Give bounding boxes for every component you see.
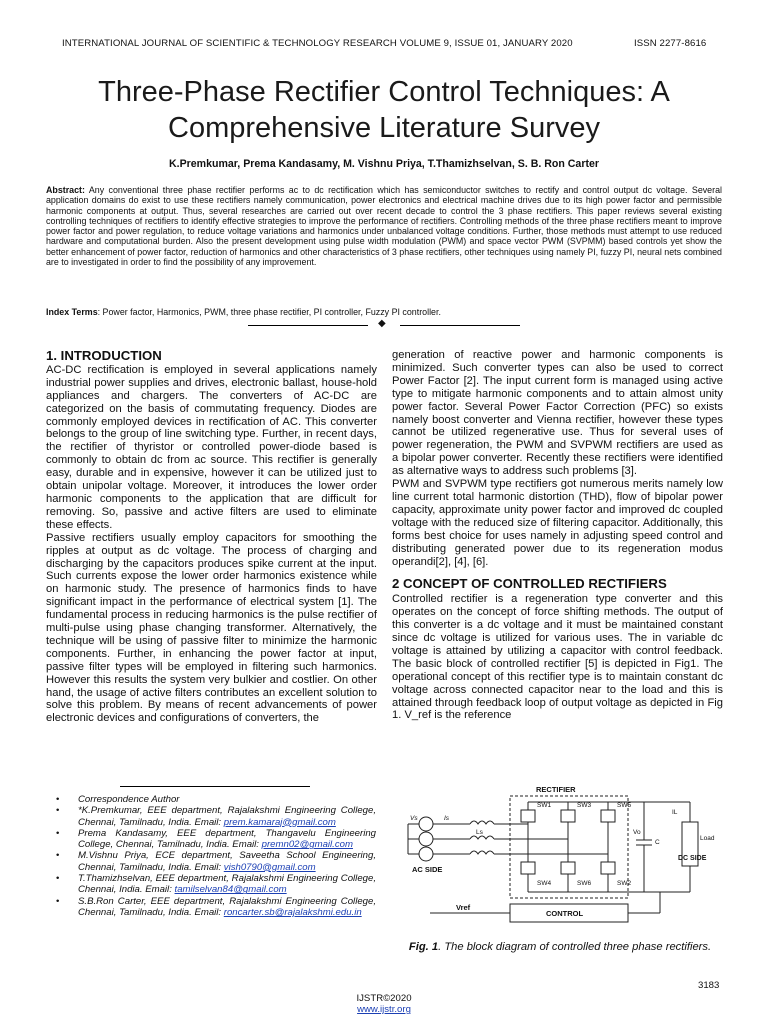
inductor-ls xyxy=(470,821,494,824)
footnote-item: • Prema Kandasamy, EEE department, Thangavelu Engineering College, Chennai, Tamilnadu, India. Email: premn02@gmail.com xyxy=(56,828,376,851)
footnote-rule xyxy=(120,786,310,787)
separator-left xyxy=(248,325,368,326)
figure-caption-text: . The block diagram of controlled three phase rectifiers. xyxy=(438,941,712,953)
abstract-text: Any conventional three phase rectifier performs ac to dc rectification which has semiconductor switches to rectify and control output dc voltage. Several application domains do exist to use these rectifiers namely communication, power electronics and electrical machine drives due to its high power factor and permissible harmonic components at output. Thus, several researches are carried out over recent decade to control the 3 phase rectifiers. This paper reviews several existing controlling techniques of rectifiers to identify effective strategies to improve the performance of rectifiers. Controlling methods of the three phase rectifiers meant to improve power factor and power regulation, to reduce voltage variations and harmonics under unbalanced voltage conditions. Further, those methods must attempt to use reduced hardware and computational burden. Also the present development using pulse width modulation (PWM) and space vector PWM (SVPMM) based controls yet show the better enhancement of power factor, reduction of harmonics and other characteristics of 3 phase rectifiers, other techniques using namely PI, fuzzy PI, neural nets combined are to investigated in order to find the possibility of any improvement. xyxy=(46,185,722,268)
footer-url-link[interactable]: www.ijstr.org xyxy=(357,1004,411,1015)
email-link[interactable]: roncarter.sb@rajalakshmi.edu.in xyxy=(223,906,362,918)
section-1-heading: 1. INTRODUCTION xyxy=(46,348,162,363)
intro-paragraph-1: AC-DC rectification is employed in several applications namely industrial power supplies and drives, electronic ballast, house-hold appliances and chargers. The converters of AC-DC are categorized on the basis of commutating frequency. Diodes are commonly employed devices in rectification of AC. This converter belongs to the group of line switching type. Further, in recent days, the rectifier of thyristor or controlled power-diode based is commonly to obtain dc from ac source. This rectifier is generally easy, durable and in expensive, however it can be utilized just to obtain unipolar voltage. Moreover, it introduces the lower order harmonic components to the application that are difficult for removing. So, passive and active filters are used to eliminate these effects. xyxy=(46,363,377,531)
label-dc-side: DC SIDE xyxy=(678,855,707,862)
label-vref: Vref xyxy=(456,903,471,912)
separator-right xyxy=(400,325,520,326)
email-link[interactable]: vish0790@gmail.com xyxy=(223,861,316,873)
footer-url-wrap xyxy=(0,1004,768,1015)
label-ac-side: AC SIDE xyxy=(412,865,443,874)
issn: ISSN 2277-8616 xyxy=(634,38,707,49)
email-link[interactable]: prem.kamaraj@gmail.com xyxy=(223,816,336,828)
email-link[interactable]: premn02@gmail.com xyxy=(261,839,353,851)
footnote-item: • S.B.Ron Carter, EEE department, Rajalakshmi Engineering College, Chennai, Tamilnadu, India. Email: roncarter.sb@rajalakshmi.edu.in xyxy=(56,896,376,919)
label-control: CONTROL xyxy=(546,909,584,918)
right-paragraph-2: PWM and SVPWM type rectifiers got numerous merits namely low line current total harmonic distortion (THD), flow of bipolar power capacity, approximate unity power factor and improved dc coupled voltage with the reduced size of filtering capacitor. Additionally, this forms best choice for uses namely in adjusting speed control and distributing generated power due to its regeneration modus operandi[2], [4], [6]. xyxy=(392,478,723,568)
email-link[interactable]: tamilselvan84@gmail.com xyxy=(174,884,287,896)
switch-sw3 xyxy=(561,810,575,822)
label-sw2: SW2 xyxy=(617,880,632,887)
footnote-item: • Correspondence Author xyxy=(56,794,376,805)
separator-diamond: ◆ xyxy=(378,318,386,329)
right-paragraph-3: Controlled rectifier is a regeneration type converter and this operates on the concept of force shifting methods. The output of this converter is a dc voltage and it must be maintained constant since dc voltage is utilized for various uses. The in variable dc voltage is attained by utilizing a capacitor with control feedback. The basic block of controlled rectifier [5] is depicted in Fig1. The operational concept of this rectifier type is to maintain constant dc voltage across connected capacitor near to the load and this is attained through feedback loop of output voltage as depicted in Fig 1. V_ref is the reference xyxy=(392,593,723,722)
footnote-item: • *K.Premkumar, EEE department, Rajalakshmi Engineering College, Chennai, Tamilnadu, India. Email: prem.kamaraj@gmail.com xyxy=(56,805,376,828)
title-line-2: Comprehensive Literature Survey xyxy=(168,112,600,144)
paper-title xyxy=(40,74,728,146)
left-column xyxy=(46,350,377,725)
index-terms-label: Index Terms xyxy=(46,307,98,317)
label-il: IL xyxy=(672,809,678,816)
footer-copyright: IJSTR©2020 xyxy=(356,993,412,1004)
footnotes xyxy=(56,794,376,918)
label-sw1: SW1 xyxy=(537,802,552,809)
figure-caption xyxy=(400,940,720,954)
abstract-label: Abstract: xyxy=(46,185,85,195)
right-paragraph-1: generation of reactive power and harmonic components is minimized. Such converter types can also be used to correct Power Factor [2]. The input current form is managed using active type to mitigate harmonic components and to attain almost unity power factor. Several Power Factor Correction (PFC) so exists namely boost converter and Vienna rectifier, however these types cannot be utilized regenerative use. Thus for several uses of power regeneration, the PWM and SVPWM rectifiers are used as a bipolar power converter. Recently these rectifiers were identified as alternative ways to address such problems [3]. xyxy=(392,349,723,478)
label-vo: Vo xyxy=(633,829,641,836)
intro-paragraph-2: Passive rectifiers usually employ capacitors for smoothing the ripples at output as dc voltage. The process of charging and discharging by the capacitors produces spike current at the input. Such currents expose the lower order harmonics existence while on harmonic study. The presence of harmonics finds to have significant impact in the performance of electrical system [1]. The fundamental process in reducing harmonics is the pulse rectifier of multi-pulse using phase changing transformer. Alternatively, the technique will be using of passive filter to minimize the harmonic components. Further, in enhancing the power factor at input, passive filter types will be employed in filtering such harmonics. However this results the system very bulkier and costlier. On other hand, the usage of active filters contributes an excellent solution to solve this problem. By means of recent advancements of power electronic devices and configurations of converters, the xyxy=(46,531,377,725)
label-ls: Ls xyxy=(476,829,483,836)
switch-sw5 xyxy=(601,810,615,822)
abstract xyxy=(46,185,722,267)
ac-source-2 xyxy=(419,832,433,846)
label-c: C xyxy=(655,839,660,846)
index-terms xyxy=(46,307,722,317)
journal-header: INTERNATIONAL JOURNAL OF SCIENTIFIC & TECHNOLOGY RESEARCH VOLUME 9, ISSUE 01, JANUARY 2020 xyxy=(62,38,573,49)
ac-source-3 xyxy=(419,847,433,861)
author-list: K.Premkumar, Prema Kandasamy, M. Vishnu Priya, T.Thamizhselvan, S. B. Ron Carter xyxy=(169,158,599,170)
footnote-item: • T.Thamizhselvan, EEE department, Rajalakshmi Engineering College, Chennai, India. Email: tamilselvan84@gmail.com xyxy=(56,873,376,896)
switch-sw6 xyxy=(561,862,575,874)
label-vs: Vs xyxy=(410,815,418,822)
label-load: Load xyxy=(700,835,715,842)
switch-sw4 xyxy=(521,862,535,874)
section-2-heading: 2 CONCEPT OF CONTROLLED RECTIFIERS xyxy=(392,576,667,592)
label-sw6: SW6 xyxy=(577,880,592,887)
index-terms-text: : Power factor, Harmonics, PWM, three phase rectifier, PI controller, Fuzzy PI controller. xyxy=(97,307,441,317)
right-column xyxy=(392,349,723,722)
footnote-item: • M.Vishnu Priya, ECE department, Saveetha School Engineering, Chennai, Tamilnadu, India. Email: vish0790@gmail.com xyxy=(56,850,376,873)
label-is: Is xyxy=(444,815,450,822)
label-sw3: SW3 xyxy=(577,802,592,809)
page-number: 3183 xyxy=(698,980,720,991)
switch-sw2 xyxy=(601,862,615,874)
switch-sw1 xyxy=(521,810,535,822)
title-line-1: Three-Phase Rectifier Control Techniques: A xyxy=(98,76,670,108)
rectifier-block-diagram xyxy=(400,782,720,934)
label-rectifier: RECTIFIER xyxy=(536,785,576,794)
label-sw4: SW4 xyxy=(537,880,552,887)
label-sw5: SW5 xyxy=(617,802,632,809)
ac-source-1 xyxy=(419,817,433,831)
figure-caption-label: Fig. 1 xyxy=(408,941,439,953)
